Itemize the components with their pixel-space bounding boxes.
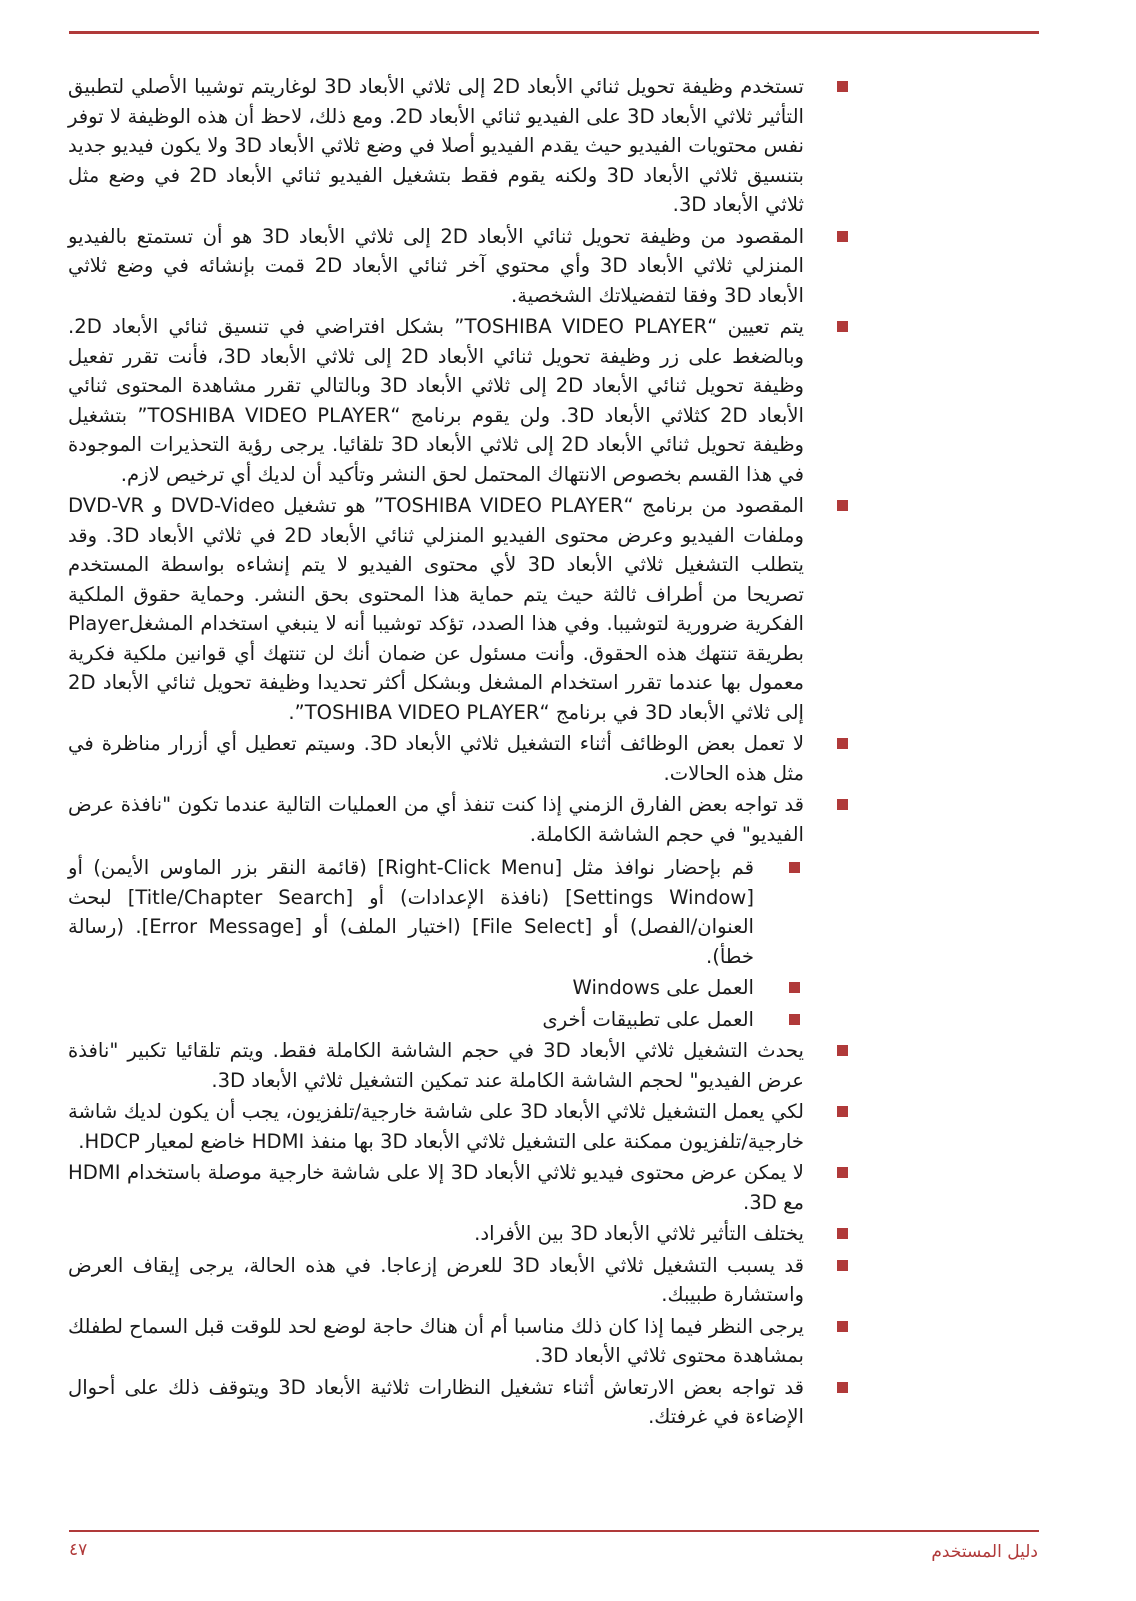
square-bullet-icon [789,982,800,993]
footer-title: دليل المستخدم [931,1542,1038,1562]
list-item [68,72,848,220]
square-bullet-icon [837,1106,848,1117]
list-item-text: قد تواجه بعض الارتعاش أثناء تشغيل النظارات ثلاثية الأبعاد 3D ويتوقف ذلك على أحوال الإضاءة في غرفتك. [68,1375,804,1428]
list-item [68,1219,848,1249]
list-item [68,222,848,311]
list-item-text: يختلف التأثير ثلاثي الأبعاد 3D بين الأفراد. [474,1222,804,1245]
list-item-text: قد يسبب التشغيل ثلاثي الأبعاد 3D للعرض إزعاجا. في هذه الحالة، يرجى إيقاف العرض واستشارة طبيبك. [68,1253,804,1306]
list-item-text: تستخدم وظيفة تحويل ثنائي الأبعاد 2D إلى ثلاثي الأبعاد 3D لوغاريتم توشيبا الأصلي لتطبيق التأثير ثلاثي الأبعاد 3D على الفيديو ثنائي الأبعاد 2D. ومع ذلك، لاحظ أن هذه الوظيفة لا توفر نفس محتويات الفيديو حيث يقدم الفيديو أصلا في وضع ثلاثي الأبعاد 3D ولا يكون فيديو جديد بتنسيق ثلاثي الأبعاد 3D ولكنه يقوم فقط بتشغيل الفيديو ثنائي الأبعاد 2D في وضع مثل ثلاثي الأبعاد 3D. [68,75,805,216]
sub-list-item [68,1005,802,1035]
list-item-text: قد تواجه بعض الفارق الزمني إذا كنت تنفذ أي من العمليات التالية عندما تكون "نافذة عرض الفيديو" في حجم الشاشة الكاملة. [68,793,804,846]
square-bullet-icon [837,799,848,810]
square-bullet-icon [837,1228,848,1239]
list-item-text: يتم تعيين “TOSHIBA VIDEO PLAYER” بشكل افتراضي في تنسيق ثنائي الأبعاد 2D. وبالضغط على زر وظيفة تحويل ثنائي الأبعاد 2D إلى ثلاثي الأبعاد 3D، فأنت تقرر تفعيل وظيفة تحويل ثنائي الأبعاد 2D إلى ثلاثي الأبعاد 3D وبالتالي تقرر مشاهدة المحتوى ثنائي الأبعاد 2D كثلاثي الأبعاد 3D. ولن يقوم برنامج “TOSHIBA VIDEO PLAYER” بتشغيل وظيفة تحويل ثنائي الأبعاد 2D إلى ثلاثي الأبعاد 3D تلقائيا. يرجى رؤية التحذيرات الموجودة في هذا القسم بخصوص الانتهاك المحتمل لحق النشر وتأكيد أن لديك أي ترخيص لازم. [68,315,805,486]
square-bullet-icon [837,231,848,242]
square-bullet-icon [789,1014,800,1025]
square-bullet-icon [837,81,848,92]
square-bullet-icon [837,1260,848,1271]
list-item-text: يحدث التشغيل ثلاثي الأبعاد 3D في حجم الشاشة الكاملة فقط. ويتم تلقائيا تكبير "نافذة عرض الفيديو" لحجم الشاشة الكاملة عند تمكين التشغيل ثلاثي الأبعاد 3D. [68,1039,804,1092]
list-item [68,1312,848,1371]
sub-list-item-text: قم بإحضار نوافذ مثل [Right-Click Menu] (قائمة النقر بزر الماوس الأيمن) أو [Settings Window] (نافذة الإعدادات) أو [Title/Chapter Search] لبحث العنوان/الفصل) أو [File Select] (اختيار الملف) أو [Error Message]. (رسالة خطأ). [68,856,754,968]
square-bullet-icon [837,1167,848,1178]
square-bullet-icon [789,862,800,873]
list-item [68,1373,848,1432]
list-item [68,312,848,489]
list-item [68,1158,848,1217]
body-content [68,72,848,1434]
page-number: ٤٧ [69,1540,88,1560]
square-bullet-icon [837,1321,848,1332]
list-item-text: لا يمكن عرض محتوى فيديو ثلاثي الأبعاد 3D إلا على شاشة خارجية موصلة باستخدام HDMI مع 3D. [68,1161,804,1214]
list-item-text: المقصود من برنامج “TOSHIBA VIDEO PLAYER” هو تشغيل DVD-Video و DVD-VR وملفات الفيديو وعرض محتوى الفيديو المنزلي ثنائي الأبعاد 2D في ثلاثي الأبعاد 3D. وقد يتطلب التشغيل ثلاثي الأبعاد 3D لأي محتوى الفيديو لا يتم إنشاءه بواسطة المستخدم تصريحا من أطراف ثالثة حيث يتم حماية هذا المحتوى بحق النشر. وحماية حقوق الملكية الفكرية ضرورية لتوشيبا. وفي هذا الصدد، تؤكد توشيبا أنه لا ينبغي استخدام المشغلPlayer بطريقة تنتهك هذه الحقوق. وأنت مسئول عن ضمان أنك لن تنتهك أي قوانين ملكية فكرية معمول بها عندما تقرر استخدام المشغل وبشكل أكثر تحديدا وظيفة تحويل ثنائي الأبعاد 2D إلى ثلاثي الأبعاد 3D في برنامج “TOSHIBA VIDEO PLAYER”. [68,494,804,724]
square-bullet-icon [837,1382,848,1393]
header-rule [69,31,1039,34]
list-item [68,1251,848,1310]
list-item-text: يرجى النظر فيما إذا كان ذلك مناسبا أم أن هناك حاجة لوضع لحد للوقت قبل السماح لطفلك بمشاهدة محتوى ثلاثي الأبعاد 3D. [68,1314,804,1367]
sub-list-item-text: العمل على تطبيقات أخرى [542,1007,754,1031]
list-item [68,1036,848,1095]
square-bullet-icon [837,738,848,749]
sub-list [68,853,848,1034]
sub-list-item [68,973,802,1003]
list-item [68,1097,848,1156]
square-bullet-icon [837,321,848,332]
list-item-text: لا تعمل بعض الوظائف أثناء التشغيل ثلاثي الأبعاد 3D. وسيتم تعطيل أي أزرار مناظرة في مثل هذه الحالات. [68,732,804,785]
list-item [68,491,848,727]
footer-rule [69,1530,1039,1532]
square-bullet-icon [837,1045,848,1056]
sub-list-item [68,853,802,971]
list-item [68,729,848,788]
sub-list-item-text: العمل على Windows [572,976,754,999]
list-item [68,790,848,849]
list-item-text: لكي يعمل التشغيل ثلاثي الأبعاد 3D على شاشة خارجية/تلفزيون، يجب أن يكون لديك شاشة خارجية/تلفزيون ممكنة على التشغيل ثلاثي الأبعاد 3D بها منفذ HDMI خاضع لمعيار HDCP. [68,1100,805,1153]
list-item-text: المقصود من وظيفة تحويل ثنائي الأبعاد 2D إلى ثلاثي الأبعاد 3D هو أن تستمتع بالفيديو المنزلي ثلاثي الأبعاد 3D وأي محتوي آخر ثنائي الأبعاد 2D قمت بإنشائه في وضع ثلاثي الأبعاد 3D وفقا لتفضيلاتك الشخصية. [68,224,805,307]
square-bullet-icon [837,500,848,511]
